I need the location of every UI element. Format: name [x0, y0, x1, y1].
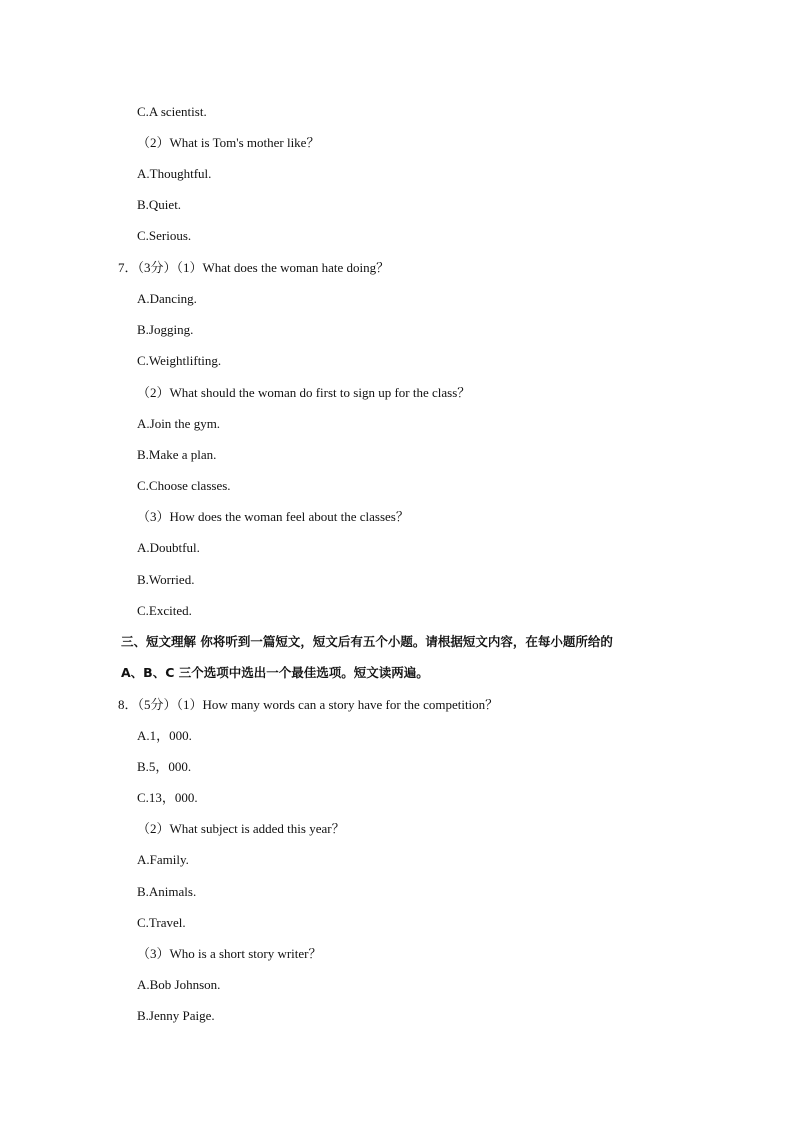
question-8-3: （3）Who is a short story writer？	[137, 946, 322, 961]
section-heading-line-1: 三、短文理解 你将听到一篇短文，短文后有五个小题。请根据短文内容，在每小题所给的	[121, 634, 613, 649]
option-b-q8-3: B.Jenny Paige.	[137, 1008, 215, 1023]
option-a-q6-2: A.Thoughtful.	[137, 166, 212, 181]
option-b-q7-3: B.Worried.	[137, 572, 195, 587]
option-a-q8-2: A.Family.	[137, 852, 189, 867]
option-b-q7-1: B.Jogging.	[137, 322, 194, 337]
option-b-q8-2: B.Animals.	[137, 884, 197, 899]
option-a-q7-2: A.Join the gym.	[137, 416, 221, 431]
question-7-2: （2）What should the woman do first to sign up for the class？	[137, 385, 471, 400]
option-b-q7-2: B.Make a plan.	[137, 447, 217, 462]
option-a-q8-1: A.1，000.	[137, 728, 192, 743]
section-heading-line-2: A、B、C 三个选项中选出一个最佳选项。短文读两遍。	[121, 665, 429, 680]
option-a-q7-3: A.Doubtful.	[137, 540, 200, 555]
question-8-2: （2）What subject is added this year？	[137, 821, 345, 836]
question-7-3: （3）How does the woman feel about the classes？	[137, 509, 409, 524]
option-c-q8-2: C.Travel.	[137, 915, 186, 930]
option-c-q7-1: C.Weightlifting.	[137, 353, 222, 368]
option-b-q6-2: B.Quiet.	[137, 197, 182, 212]
option-b-q8-1: B.5，000.	[137, 759, 192, 774]
option-a-q7-1: A.Dancing.	[137, 291, 197, 306]
option-c-q6-2: C.Serious.	[137, 228, 192, 243]
option-c-q7-2: C.Choose classes.	[137, 478, 231, 493]
option-c-q8-1: C.13，000.	[137, 790, 198, 805]
option-c-q7-3: C.Excited.	[137, 603, 192, 618]
question-7-1: 7．（3分）（1）What does the woman hate doing？	[118, 260, 390, 275]
question-8-1: 8．（5分）（1）How many words can a story have for the competition？	[118, 697, 499, 712]
option-a-q8-3: A.Bob Johnson.	[137, 977, 221, 992]
question-6-2: （2）What is Tom's mother like？	[137, 135, 320, 150]
option-c-q6-1: C.A scientist.	[137, 104, 207, 119]
